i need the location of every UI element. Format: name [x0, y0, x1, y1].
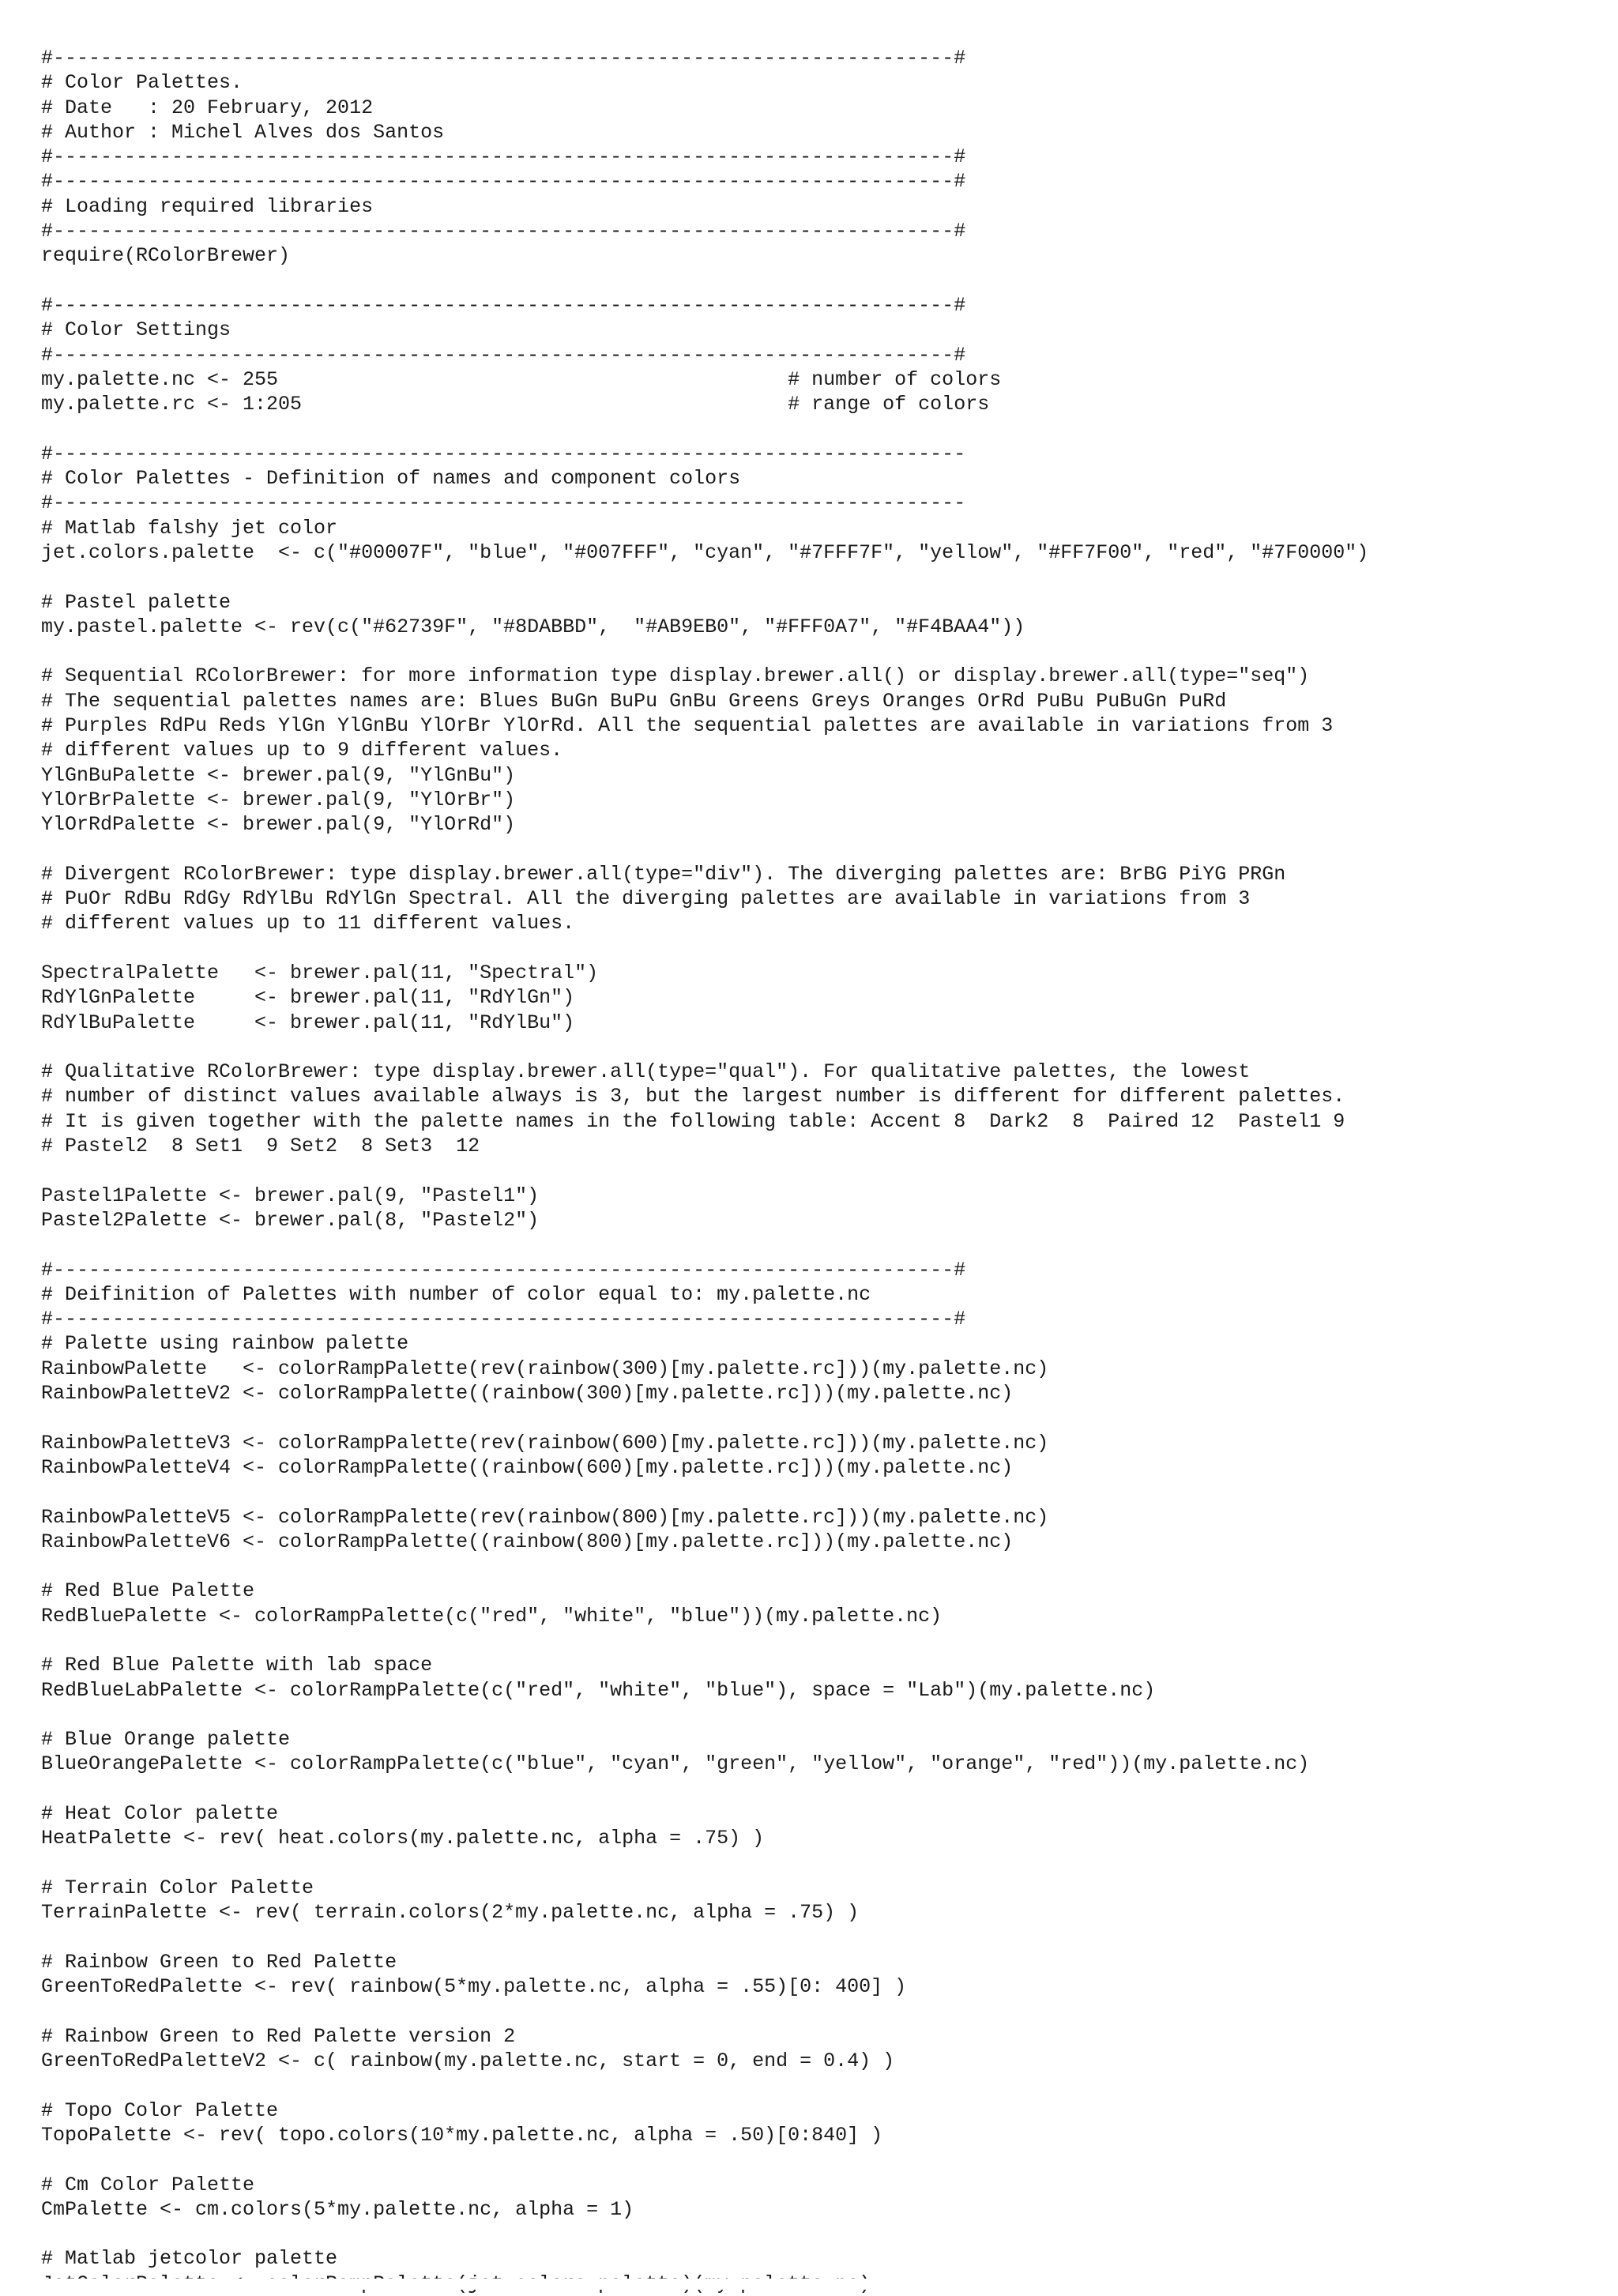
blank-line: [41, 1406, 1605, 1430]
code-line: TerrainPalette <- rev( terrain.colors(2*my.palette.nc, alpha = .75) ): [41, 1901, 860, 1925]
code-line: #-----------------------------------------------------------------------------: [41, 442, 966, 465]
code-line: #----------------------------------------------------------------------------#: [41, 170, 966, 194]
code-line: RainbowPaletteV3 <- colorRampPalette(rev(rainbow(600)[my.palette.rc]))(my.palette.nc): [41, 1431, 1049, 1455]
code-line: SpectralPalette <- brewer.pal(11, "Spectral"): [41, 961, 599, 984]
code-line: YlOrBrPalette <- brewer.pal(9, "YlOrBr"): [41, 788, 516, 811]
code-line: # Purples RdPu Reds YlGn YlGnBu YlOrBr YlOrRd. All the sequential palettes are available in variations from 3: [41, 714, 1334, 738]
code-line: # number of distinct values available always is 3, but the largest number is different for different palettes.: [41, 1085, 1345, 1108]
blank-line: [41, 2073, 1605, 2098]
code-line: RedBlueLabPalette <- colorRampPalette(c("red", "white", "blue"), space = "Lab")(my.palette.nc): [41, 1678, 1156, 1702]
code-document: [41, 46, 1605, 2296]
code-line: # Matlab falshy jet color: [41, 516, 338, 540]
code-line: HeatPalette <- rev( heat.colors(my.palette.nc, alpha = .75) ): [41, 1827, 765, 1850]
code-line: RainbowPaletteV4 <- colorRampPalette((rainbow(600)[my.palette.rc]))(my.palette.nc): [41, 1455, 1014, 1479]
code-line: BlueOrangePalette <- colorRampPalette(c("blue", "cyan", "green", "yellow", "orange", "red"))(my.palette.nc): [41, 1752, 1310, 1776]
code-line: RainbowPaletteV6 <- colorRampPalette((rainbow(800)[my.palette.rc]))(my.palette.nc): [41, 1530, 1014, 1553]
code-line: GreenToRedPalette <- rev( rainbow(5*my.palette.nc, alpha = .55)[0: 400] ): [41, 1975, 907, 1999]
code-line: YlOrRdPalette <- brewer.pal(9, "YlOrRd"): [41, 813, 516, 837]
code-line: # Blue Orange palette: [41, 1728, 291, 1752]
code-line: # Color Palettes.: [41, 71, 243, 95]
code-line: my.pastel.palette <- rev(c("#62739F", "#8DABBD", "#AB9EB0", "#FFF0A7", "#F4BAA4")): [41, 615, 1025, 638]
blank-line: [41, 1628, 1605, 1653]
code-line: #----------------------------------------------------------------------------#: [41, 220, 966, 243]
code-line: #----------------------------------------------------------------------------#: [41, 343, 966, 367]
blank-line: [41, 2222, 1605, 2246]
blank-line: [41, 1999, 1605, 2023]
code-line: RainbowPaletteV5 <- colorRampPalette(rev(rainbow(800)[my.palette.rc]))(my.palette.nc): [41, 1505, 1049, 1529]
code-line: # Terrain Color Palette: [41, 1876, 314, 1899]
code-line: CmPalette <- cm.colors(5*my.palette.nc, alpha = 1): [41, 2197, 634, 2221]
code-line: # Red Blue Palette: [41, 1579, 255, 1603]
code-line: #----------------------------------------------------------------------------#: [41, 293, 966, 317]
blank-line: [41, 1777, 1605, 1801]
code-line: Pastel1Palette <- brewer.pal(9, "Pastel1"): [41, 1184, 540, 1207]
code-line: # Heat Color palette: [41, 1802, 279, 1826]
code-line: # Topo Color Palette: [41, 2098, 279, 2122]
code-line: # It is given together with the palette names in the following table: Accent 8 Dark2 8 Paired 12 Pastel1 9: [41, 1109, 1345, 1133]
code-line: RainbowPalette <- colorRampPalette(rev(rainbow(300)[my.palette.rc]))(my.palette.nc): [41, 1357, 1049, 1380]
blank-line: [41, 1158, 1605, 1183]
code-line: # Author : Michel Alves dos Santos: [41, 120, 445, 144]
code-line: #----------------------------------------------------------------------------#: [41, 1258, 966, 1282]
code-line: # Color Palettes - Definition of names and component colors: [41, 467, 741, 491]
blank-line: [41, 565, 1605, 589]
blank-line: [41, 1480, 1605, 1504]
code-line: RdYlGnPalette <- brewer.pal(11, "RdYlGn"): [41, 986, 575, 1010]
code-line: my.palette.nc <- 255 # number of colors: [41, 367, 1002, 391]
code-line: RainbowPaletteV2 <- colorRampPalette((rainbow(300)[my.palette.rc]))(my.palette.nc): [41, 1382, 1014, 1406]
code-line: YlGnBuPalette <- brewer.pal(9, "YlGnBu"): [41, 763, 516, 787]
code-line: # different values up to 9 different values.: [41, 739, 563, 762]
code-line: # different values up to 11 different values.: [41, 912, 575, 935]
code-line: # Color Settings: [41, 318, 231, 342]
code-line: # Date : 20 February, 2012: [41, 96, 374, 119]
code-line: # Rainbow Green to Red Palette: [41, 1950, 397, 1974]
code-line: # PuOr RdBu RdGy RdYlBu RdYlGn Spectral. All the diverging palettes are available in variations from 3: [41, 887, 1251, 911]
blank-line: [41, 639, 1605, 664]
blank-line: [41, 269, 1605, 293]
blank-line: [41, 1035, 1605, 1060]
code-line: # Palette using rainbow palette: [41, 1332, 409, 1356]
code-line: # Cm Color Palette: [41, 2173, 255, 2196]
blank-line: [41, 416, 1605, 441]
blank-line: [41, 1703, 1605, 1727]
code-line: # Loading required libraries: [41, 194, 374, 218]
code-line: TopoPalette <- rev( topo.colors(10*my.palette.nc, alpha = .50)[0:840] ): [41, 2123, 883, 2147]
code-line: # Pastel palette: [41, 590, 231, 614]
blank-line: [41, 837, 1605, 862]
code-line: my.palette.rc <- 1:205 # range of colors: [41, 393, 990, 416]
code-line: # The sequential palettes names are: Blues BuGn BuPu GnBu Greens Greys Oranges OrRd PuBu PuBuGn PuRd: [41, 689, 1227, 713]
code-line: # Qualitative RColorBrewer: type display.brewer.all(type="qual"). For qualitative palettes, the lowest: [41, 1060, 1251, 1084]
blank-line: [41, 936, 1605, 961]
code-line: #----------------------------------------------------------------------------#: [41, 1308, 966, 1331]
code-line: GreenToRedPaletteV2 <- c( rainbow(my.palette.nc, start = 0, end = 0.4) ): [41, 2049, 895, 2073]
code-line: #----------------------------------------------------------------------------#: [41, 47, 966, 70]
code-line: # Divergent RColorBrewer: type display.brewer.all(type="div"). The diverging palettes are: BrBG PiYG PRGn: [41, 862, 1286, 886]
code-line: # Red Blue Palette with lab space: [41, 1654, 433, 1677]
code-line: RdYlBuPalette <- brewer.pal(11, "RdYlBu"): [41, 1011, 575, 1034]
blank-line: [41, 1925, 1605, 1950]
code-line: require(RColorBrewer): [41, 244, 291, 268]
code-line: jet.colors.palette <- c("#00007F", "blue", "#007FFF", "cyan", "#7FFF7F", "yellow", "#FF7F00", "red", "#7F0000"): [41, 540, 1369, 564]
blank-line: [41, 1851, 1605, 1876]
code-line: RedBluePalette <- colorRampPalette(c("red", "white", "blue"))(my.palette.nc): [41, 1604, 943, 1628]
code-line: # Sequential RColorBrewer: for more information type display.brewer.all() or display.brewer.all(type="seq"): [41, 664, 1310, 688]
code-line: #----------------------------------------------------------------------------#: [41, 145, 966, 169]
blank-line: [41, 1554, 1605, 1579]
code-line: #-----------------------------------------------------------------------------: [41, 491, 966, 515]
code-line: Pastel2Palette <- brewer.pal(8, "Pastel2"): [41, 1208, 540, 1232]
code-line: # Deifinition of Palettes with number of color equal to: my.palette.nc: [41, 1282, 871, 1306]
blank-line: [41, 2147, 1605, 2172]
code-line: # Pastel2 8 Set1 9 Set2 8 Set3 12: [41, 1135, 480, 1158]
page-bottom-edge: [0, 2279, 1618, 2290]
code-line: # Matlab jetcolor palette: [41, 2247, 338, 2271]
code-line: # Rainbow Green to Red Palette version 2: [41, 2024, 516, 2048]
blank-line: [41, 1233, 1605, 1257]
